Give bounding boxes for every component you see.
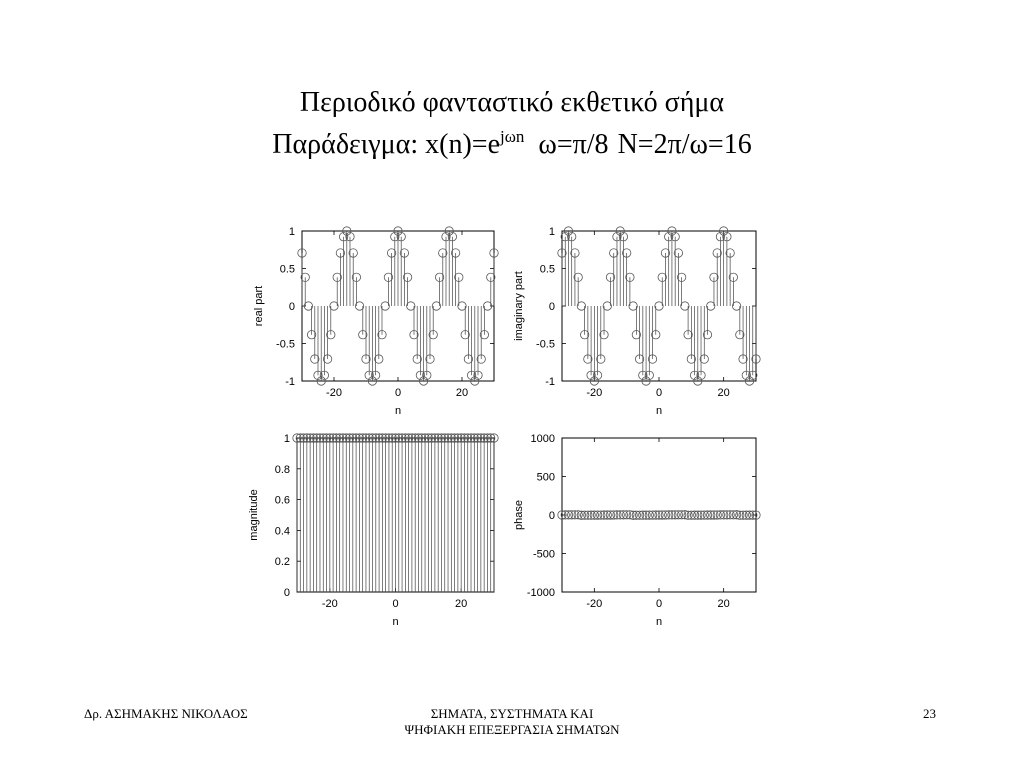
footer-course <box>312 706 712 738</box>
x-tick-label: -20 <box>326 387 342 399</box>
footer-author: Δρ. ΑΣΗΜΑΚΗΣ ΝΙΚΟΛΑΟΣ <box>84 706 248 721</box>
x-tick-label: -20 <box>586 387 603 399</box>
title-omega: ω=π/8 <box>538 129 609 160</box>
x-tick-label: 0 <box>392 598 399 610</box>
y-tick-label: 0 <box>548 301 555 313</box>
y-tick-label: 1 <box>288 226 295 238</box>
y-tick-label: 0.2 <box>274 556 290 569</box>
y-tick-label: -1 <box>285 376 295 388</box>
y-axis-label: real part <box>253 285 265 327</box>
plot-panel-imag <box>513 226 760 417</box>
x-tick-label: 20 <box>717 598 730 610</box>
x-tick-label: 20 <box>455 387 469 399</box>
y-axis-label: imaginary part <box>513 271 525 341</box>
plot-panel-phase <box>513 433 760 628</box>
y-tick-label: 0 <box>283 587 290 599</box>
x-axis-label: n <box>392 616 399 628</box>
y-tick-label: 1000 <box>530 433 555 445</box>
title-period: N=2π/ω=16 <box>617 129 752 160</box>
x-tick-label: 20 <box>717 387 730 399</box>
y-tick-label: -0.5 <box>536 338 555 351</box>
y-tick-label: 500 <box>536 471 555 484</box>
slide-title-line1: Περιοδικό φανταστικό εκθετικό σήμα <box>299 87 725 118</box>
y-tick-label: -0.5 <box>276 338 295 351</box>
x-axis-label: n <box>655 616 663 628</box>
y-tick-label: 0.6 <box>274 494 290 507</box>
y-tick-label: 1 <box>283 433 290 445</box>
plot-panel-real <box>253 226 498 417</box>
footer-page-number: 23 <box>923 706 936 721</box>
y-tick-label: 1 <box>548 226 555 238</box>
x-axis-label: n <box>394 405 402 417</box>
y-tick-label: 0 <box>288 301 295 313</box>
footer-course-line1: ΣΗΜΑΤΑ, ΣΥΣΤΗΜΑΤΑ ΚΑΙ <box>430 706 594 721</box>
title-exponent: jωn <box>500 127 525 146</box>
footer-course-line2: ΨΗΦΙΑΚΗ ΕΠΕΞΕΡΓΑΣΙΑ ΣΗΜΑΤΩΝ <box>404 722 620 737</box>
y-tick-label: -500 <box>532 548 555 561</box>
x-axis-label: n <box>655 405 663 417</box>
x-tick-label: 0 <box>394 387 402 399</box>
y-tick-label: 0.8 <box>274 463 290 476</box>
x-tick-label: 20 <box>455 598 468 610</box>
y-tick-label: 0.5 <box>539 263 555 276</box>
y-tick-label: 0.5 <box>279 263 295 276</box>
plot-panel-magnitude <box>248 433 498 628</box>
y-tick-label: -1 <box>545 376 555 388</box>
y-axis-label: magnitude <box>248 489 260 541</box>
y-tick-label: -1000 <box>526 587 555 599</box>
y-tick-label: 0.4 <box>274 525 290 538</box>
x-tick-label: 0 <box>655 598 663 610</box>
title-signal-definition: Παράδειγμα: x(n)=e <box>272 129 500 160</box>
x-tick-label: -20 <box>586 598 603 610</box>
y-tick-label: 0 <box>548 510 555 522</box>
x-tick-label: 0 <box>655 387 663 399</box>
y-axis-label: phase <box>513 500 525 530</box>
x-tick-label: -20 <box>321 598 338 610</box>
